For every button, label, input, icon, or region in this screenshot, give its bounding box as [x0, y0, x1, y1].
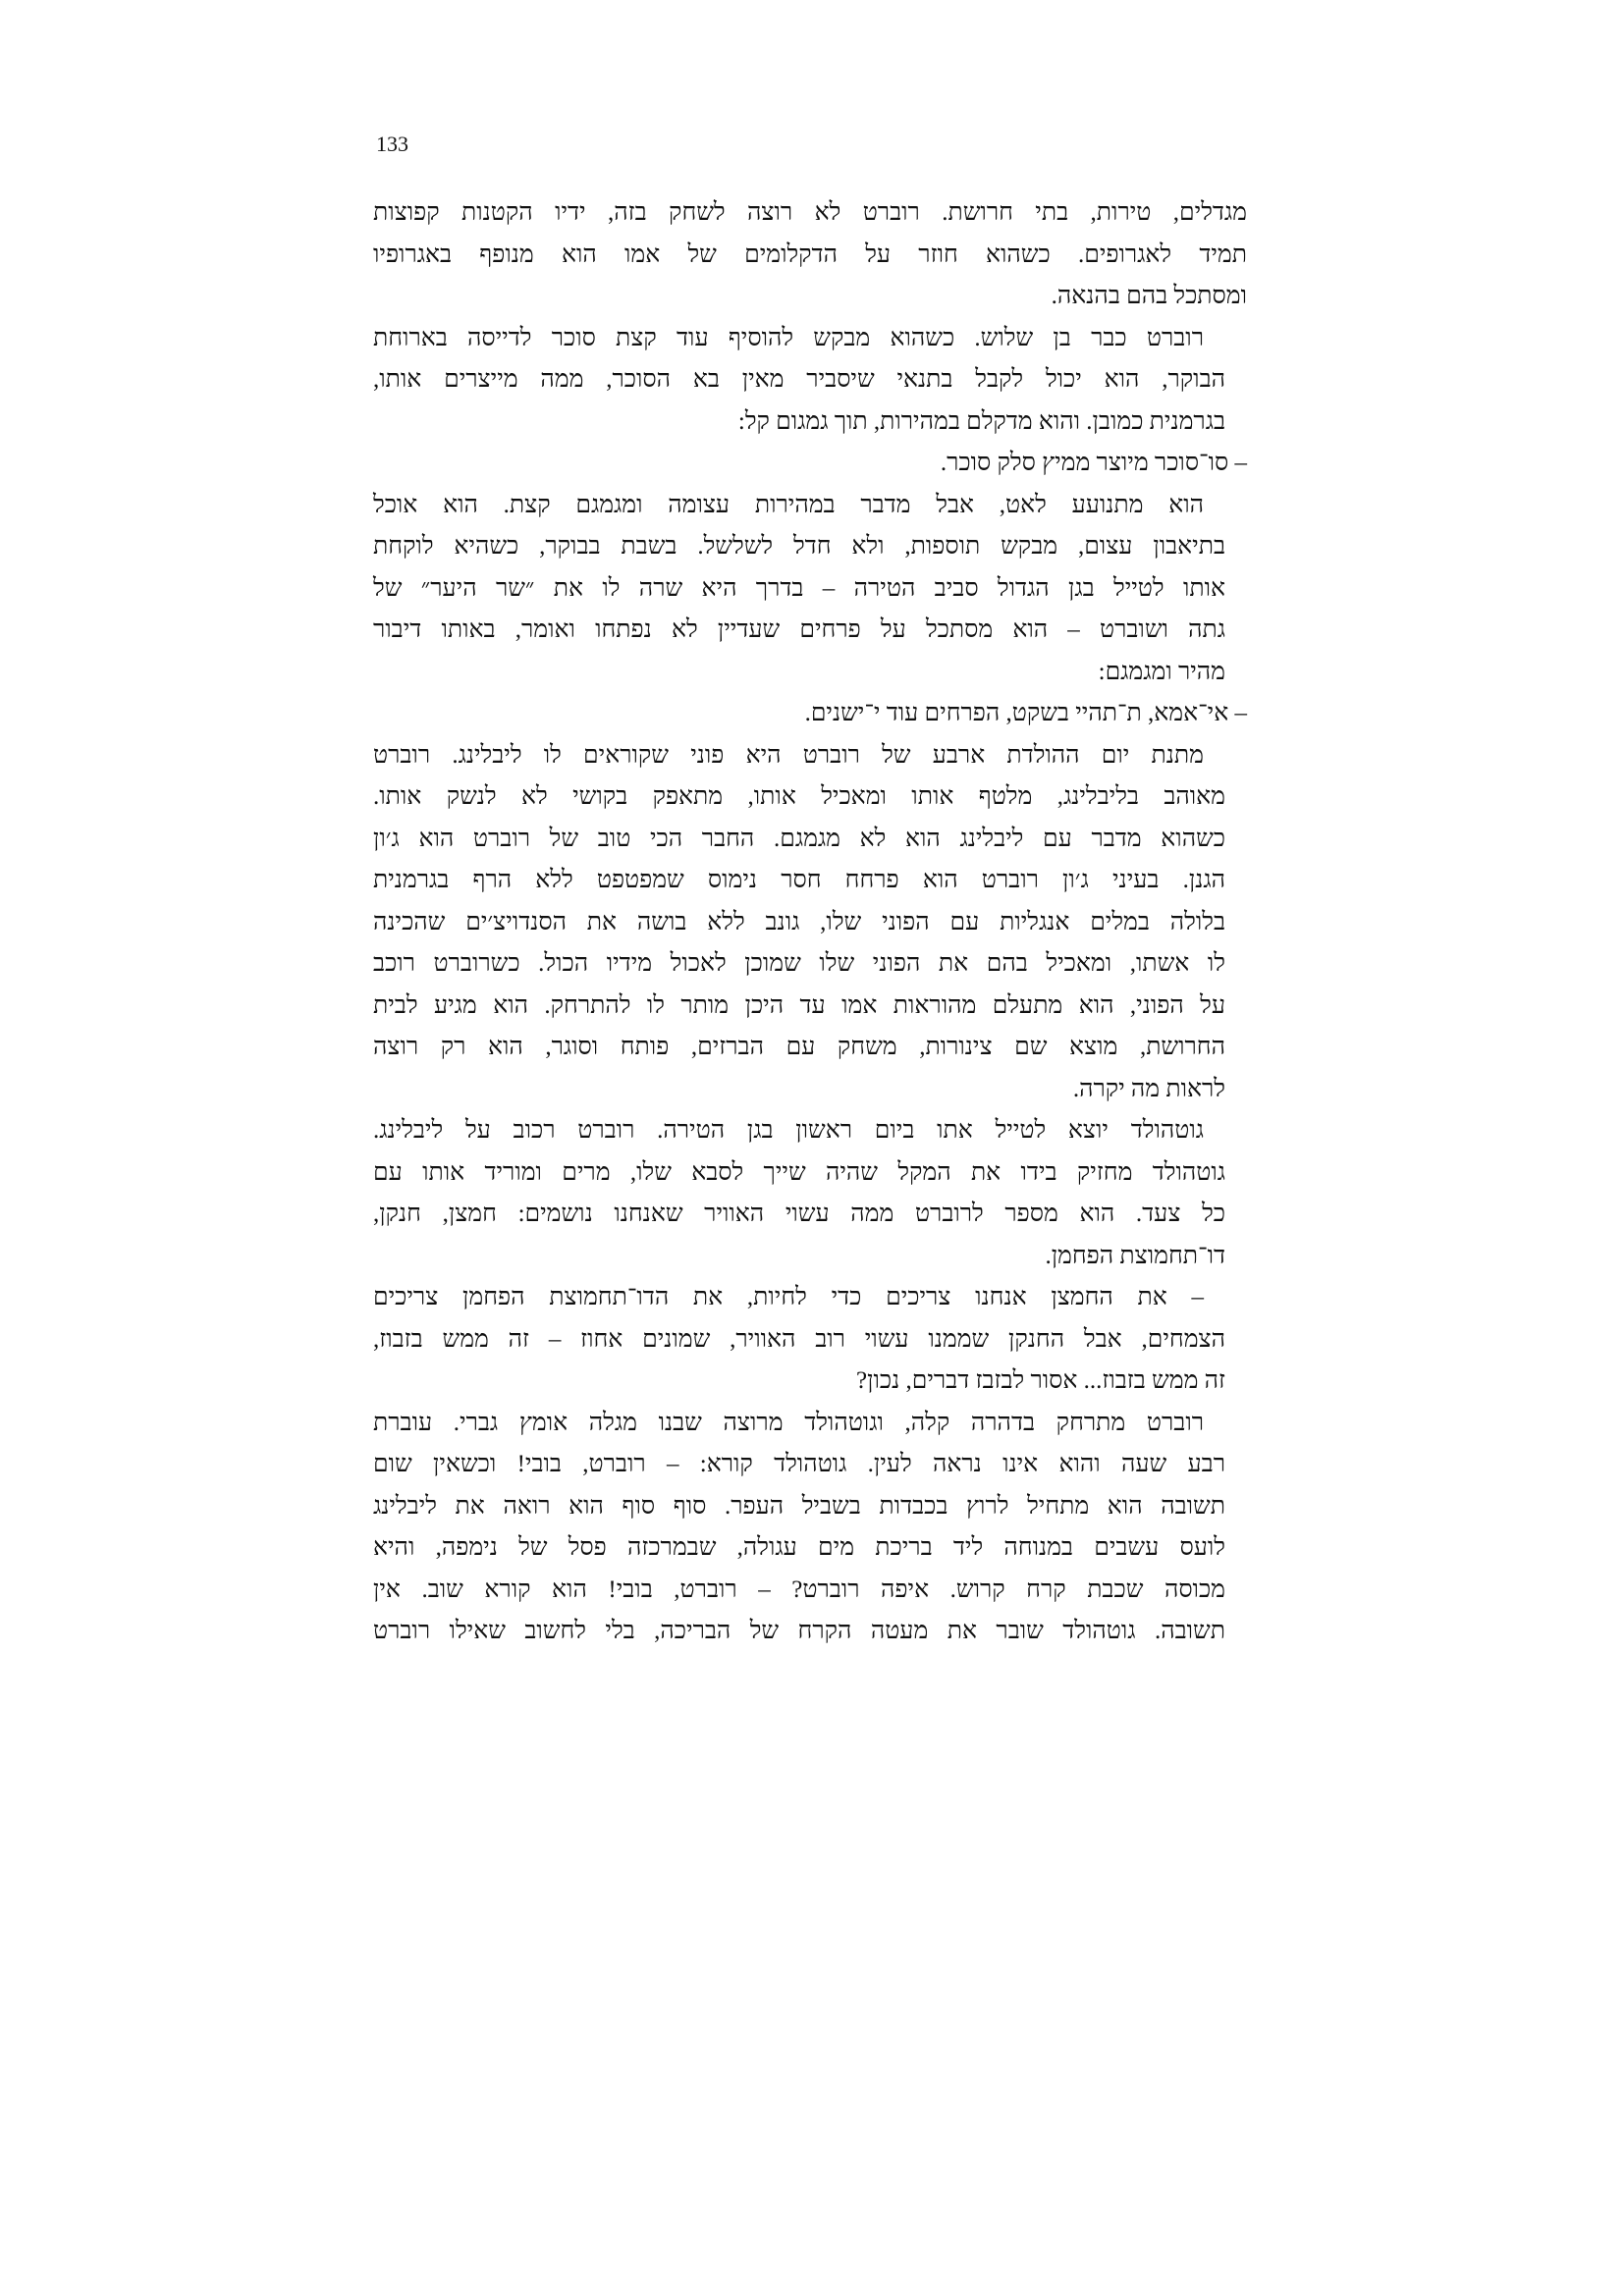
text-line: לועס עשבים במנוחה ליד בריכת מים עגולה, שבמרכזה פסל של נימפה, והיא — [373, 1534, 1225, 1561]
text-line: הוא מתנועע לאט, אבל מדבר במהירות עצומה ומגמגם קצת. הוא אוכל — [373, 491, 1204, 518]
text-line: גוטהולד יוצא לטייל אתו ביום ראשון בגן הטירה. רוברט רכוב על ליבלינג. — [373, 1117, 1204, 1144]
text-line: בתיאבון עצום, מבקש תוספות, ולא חדל לשלשל. בשבת בבוקר, כשהיא לוקחת — [373, 533, 1225, 560]
text-line: מתנת יום ההולדת ארבע של רוברט היא פוני שקוראים לו ליבלינג. רוברט — [373, 741, 1204, 769]
text-line: גוטהולד מחזיק בידו את המקל שהיה שייך לסבא שלו, מרים ומוריד אותו עם — [373, 1158, 1225, 1186]
text-line: הבוקר, הוא יכול לקבל בתנאי שיסביר מאין בא הסוכר, ממה מייצרים אותו, — [373, 366, 1225, 393]
text-line: הגנן. בעיני ג׳ון רוברט הוא פרחח חסר נימוס שמפטפט ללא הרף בגרמנית — [373, 867, 1225, 893]
text-line: גתה ושוברט – הוא מסתכל על פרחים שעדיין לא נפתחו ואומר, באותו דיבור — [373, 616, 1225, 643]
text-line: ומסתכל בהם בהנאה. — [1051, 283, 1247, 309]
text-line: כל צעד. הוא מספר לרוברט ממה עשוי האוויר שאנחנו נושמים: חמצן, חנקן, — [373, 1201, 1225, 1227]
body-text — [373, 192, 1247, 1653]
text-line: דו־תחמוצת הפחמן. — [1045, 1242, 1225, 1269]
text-line: תשובה הוא מתחיל לרוץ בכבדות בשביל העפר. סוף סוף הוא רואה את ליבלינג — [373, 1492, 1225, 1520]
text-line: אותו לטייל בגן הגדול סביב הטירה – בדרך היא שרה לו את ״שר היער״ של — [373, 574, 1225, 602]
text-line: זה ממש בזבוז... אסור לבזבז דברים, נכון? — [856, 1367, 1225, 1394]
text-line: – את החמצן אנחנו צריכים כדי לחיות, את הדו־תחמוצת הפחמן צריכים — [373, 1284, 1204, 1310]
paragraph — [373, 192, 1247, 318]
text-line: מהיר ומגמגם: — [1098, 658, 1225, 685]
paragraph — [373, 1110, 1247, 1277]
paragraph — [373, 1403, 1247, 1653]
text-line: – אי־אמא, ת־תהיי בשקט, הפרחים עוד י־ישנים. — [804, 700, 1247, 726]
text-line: כשהוא מדבר עם ליבלינג הוא לא מגמגם. החבר הכי טוב של רוברט הוא ג׳ון — [373, 825, 1225, 852]
page-number: 133 — [376, 132, 408, 156]
text-line: רוברט כבר בן שלוש. כשהוא מבקש להוסיף עוד קצת סוכר לדייסה בארוחת — [373, 324, 1204, 351]
text-line: מאוהב בליבלינג, מלטף אותו ומאכיל אותו, מתאפק בקושי לא לנשק אותו. — [373, 783, 1225, 810]
paragraph — [373, 1277, 1247, 1403]
paragraph — [373, 485, 1247, 694]
text-line: תמיד לאגרופים. כשהוא חוזר על הדקלומים של אמו הוא מנופף באגרופיו — [373, 240, 1247, 268]
text-line: מכוסה שכבת קרח קרוש. איפה רוברט? – רוברט, בובי! הוא קורא שוב. אין — [373, 1575, 1225, 1603]
text-line: בלולה במלים אנגליות עם הפוני שלו, גונב ללא בושה את הסנדויצ׳ים שהכינה — [373, 908, 1225, 935]
text-line: בגרמנית כמובן. והוא מדקלם במהירות, תוך גמגום קל: — [737, 407, 1225, 435]
paragraph — [373, 318, 1247, 444]
text-line: רוברט מתרחק בדהרה קלה, וגוטהולד מרוצה שבנו מגלה אומץ גברי. עוברת — [373, 1409, 1204, 1436]
text-line: רבע שעה והוא אינו נראה לעין. גוטהולד קורא: – רוברט, בובי! וכשאין שום — [373, 1451, 1225, 1477]
paragraph — [373, 443, 1247, 485]
text-line: החרושת, מוצא שם צינורות, משחק עם הברזים, פותח וסוגר, הוא רק רוצה — [373, 1034, 1225, 1060]
paragraph — [373, 735, 1247, 1111]
text-line: על הפוני, הוא מתעלם מהוראות אמו עד היכן מותר לו להתרחק. הוא מגיע לבית — [373, 991, 1225, 1019]
text-line: לו אשתו, ומאכיל בהם את הפוני שלו שמוכן לאכול מידיו הכול. כשרוברט רוכב — [373, 950, 1225, 977]
paragraph — [373, 693, 1247, 735]
text-line: לראות מה יקרה. — [1072, 1075, 1225, 1102]
text-line: הצמחים, אבל החנקן שממנו עשוי רוב האוויר, שמונים אחוז – זה ממש בזבוז, — [373, 1325, 1225, 1353]
text-line: – סו־סוכר מיוצר ממיץ סלק סוכר. — [940, 450, 1247, 476]
text-line: תשובה. גוטהולד שובר את מעטה הקרח של הבריכה, בלי לחשוב שאילו רוברט — [373, 1618, 1225, 1644]
text-line: מגדלים, טירות, בתי חרושת. רוברט לא רוצה לשחק בזה, ידיו הקטנות קפוצות — [373, 199, 1247, 226]
